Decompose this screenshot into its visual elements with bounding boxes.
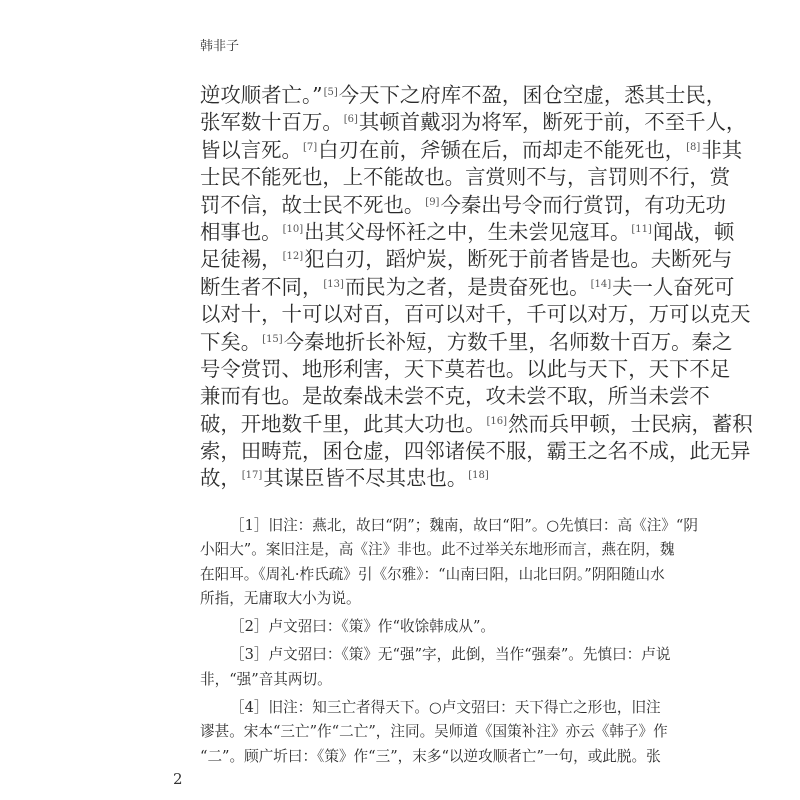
text-line [200,137,743,164]
text-segment: 闻战，顿 [652,219,735,244]
text-line [200,109,747,136]
text-segment: 皆以言死。 [200,137,302,162]
footnote-line: 在阳耳。《周礼·柞氏疏》引《尔雅》：“山南曰阳，山北曰阴。”阴阳随山水 [200,565,665,583]
text-line [200,383,710,410]
text-segment: 其顿首戴羽为将军，断死于前，不至千人， [358,110,747,135]
text-segment: 断生者不同， [200,274,323,299]
footnotes [200,514,698,769]
text-line [200,164,731,191]
text-line [200,246,733,273]
text-line [200,301,751,328]
note-reference[interactable]: [15] [262,333,283,345]
text-segment: 兼而有也。是故秦战未尝不克，攻未尝不取，所当未尝不 [200,384,710,409]
note-reference[interactable]: [9] [425,196,440,208]
note-reference[interactable]: [16] [486,415,507,427]
text-line [200,438,751,465]
text-segment: 号令赏罚、地形利害，天下莫若也。以此与天下，天下不足 [200,356,731,381]
text-segment: 张军数十百万。 [200,110,343,135]
footnote-line: “二”。顾广圻曰：《策》作“三”，末多“以逆攻顺者亡”一句，或此脱。张 [200,747,661,765]
text-segment: 然而兵甲顿，士民病，蓄积 [508,411,753,436]
footnote-line: 非，“强”音其两切。 [200,670,332,688]
main-text [200,82,753,493]
text-segment: 以对十，十可以对百，百可以对千，千可以对万，万可以克天 [200,302,751,327]
text-segment: 索，田畴荒，囷仓虚，四邻诸侯不服，霸王之名不成，此无异 [200,439,751,464]
text-segment: 相事也。 [200,219,282,244]
note-reference[interactable]: [8] [686,141,701,153]
running-header: 韩非子 [200,39,240,54]
text-segment: 今秦出号令而行赏罚，有功无功 [440,192,726,217]
footnote-line: ［4］旧注：知三亡者得天下。○卢文弨曰：天下得亡之形也，旧注 [230,699,661,717]
text-line [200,411,753,438]
text-segment: 其谋臣皆不尽其忠也。 [263,466,468,491]
note-reference[interactable]: [13] [323,278,344,290]
footnote-line: ［2］卢文弨曰：《策》作“收馀韩成从”。 [230,618,496,636]
note-reference[interactable]: [18] [468,470,489,482]
text-segment: 故， [200,466,241,491]
text-line [200,274,735,301]
note-reference[interactable]: [10] [282,223,304,235]
note-reference[interactable]: [14] [590,278,612,290]
text-segment: 罚不信，故士民不死也。 [200,192,425,217]
page-number: 2 [173,770,183,788]
text-segment: 夫一人奋死可 [612,274,735,299]
text-line [200,465,610,492]
footnote-line: ［1］旧注：燕北，故曰“阴”；魏南，故曰“阳”。○先慎曰：高《注》“阴 [230,517,698,534]
footnote-line: ［3］卢文弨曰：《策》无“强”字，此倒，当作“强秦”。先慎曰：卢说 [230,646,671,664]
text-segment: 破，开地数千里，此其大功也。 [200,411,486,436]
note-reference[interactable]: [11] [631,223,652,235]
note-reference[interactable]: [5] [323,87,338,98]
text-segment: 士民不能死也，上不能故也。言赏则不与，言罚则不行，赏 [200,165,731,190]
text-segment: 逆攻顺者亡。” [200,83,323,107]
footnote-line: 谬甚。宋本“三亡”作“二亡”，注同。吴师道《国策补注》亦云《韩子》作 [200,723,668,741]
note-reference[interactable]: [6] [343,114,358,126]
text-segment: 出其父母怀衽之中，生未尝见寇耳。 [304,219,631,244]
note-reference[interactable]: [7] [302,141,318,153]
text-segment: 今天下之府库不盈，囷仓空虚，悉其士民， [338,83,727,107]
text-line [200,192,726,219]
text-segment: 足徒裼， [200,247,282,272]
text-line [200,329,733,356]
text-segment: 白刃在前，斧锧在后，而却走不能死也， [318,137,686,162]
note-reference[interactable]: [12] [282,251,304,263]
text-segment: 犯白刃，蹈炉炭，断死于前者皆是也。夫断死与 [304,247,733,272]
footnote-line: 所指，无庸取大小为说。 [200,589,361,607]
text-line [200,356,731,383]
text-line [200,219,735,246]
text-segment: 而民为之者，是贵奋死也。 [344,274,590,299]
text-segment: 下矣。 [200,329,262,354]
text-segment: 今秦地折长补短，方数千里，名师数十百万。秦之 [283,329,733,354]
footnote-line: 小阳大”。案旧注是，高《注》非也。此不过举关东地形而言，燕在阴，魏 [200,541,675,559]
note-reference[interactable]: [17] [241,470,263,482]
text-segment: 非其 [701,137,743,162]
text-line [200,82,727,109]
